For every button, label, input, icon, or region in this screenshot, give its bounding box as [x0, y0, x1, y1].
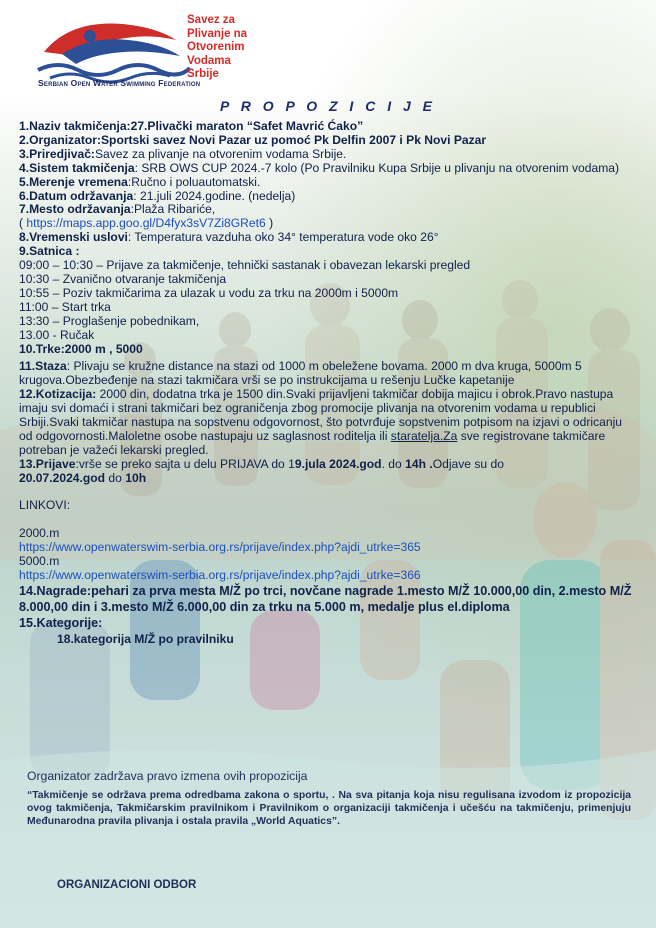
map-link-line: ( https://maps.app.goo.gl/D4fyx3sV7Zi8GRet6 ): [19, 216, 274, 231]
schedule-label: 9.Satnica :: [19, 244, 80, 259]
item-races: 10.Trke:2000 m , 5000: [19, 341, 143, 356]
changes-note: Organizator zadržava pravo izmena ovih propozicija: [27, 769, 308, 783]
links-label: LINKOVI:: [19, 498, 71, 513]
link-distance: 2000.m: [19, 526, 60, 541]
logo-word-2: Plivanje na: [187, 27, 248, 40]
item-system: 4.Sistem takmičenja: SRB OWS CUP 2024.-7 kolo (Po Pravilniku Kupa Srbije u plivanju na otvorenim vodama): [19, 160, 620, 175]
item-name: 1.Naziv takmičenja:27.Plivački maraton “Safet Mavrić Ćako”: [19, 119, 364, 133]
logo-word: [187, 55, 231, 67]
schedule-line: 10:30 – Zvanično otvaranje takmičenja: [19, 271, 227, 286]
schedule-line: 10:55 – Poziv takmičarima za ulazak u vodu za trku na 2000m i 5000m: [19, 285, 399, 300]
item-organizer: 2.Organizator:Sportski savez Novi Pazar uz pomoć Pk Delfin 2007 i Pk Novi Pazar: [19, 132, 487, 147]
registration-link-2000[interactable]: https://www.openwaterswim-serbia.org.rs/prijave/index.php?ajdi_utrke=365: [19, 540, 421, 555]
item-fee: 12.Kotizacija: 2000 din, dodatna trka je 1500 din.Svaki prijavljeni takmičar dobija majicu i obrok.Pravo nastupa imaju svi domaći i strani takmičari bez ograničenja zbog promocije plivanja na otvorenim vodama u republici Srbiji.Svaki takmičar nastupa na sopstvenu odgovornost, što potvrđuje sopstvenim potpisom na izjavi o odricanju od odgovornosti.Maloletne osobe nastupaju uz saglasnost roditelja ili staratelja.Za sve registrovane takmičare potreban je važeći lekarski pregled.: [19, 387, 622, 457]
logo-word: [187, 41, 245, 53]
logo-word-3: Otvorenim: [187, 41, 245, 54]
logo-word-4: Vodama: [187, 54, 231, 67]
item-registration: 13.Prijave:vrše se preko sajta u delu PRIJAVA do 19.jula 2024.god. do 14h .Odjave su do 20.07.2024.god do 10h: [19, 456, 504, 485]
organizing-committee: ORGANIZACIONI ODBOR: [57, 879, 197, 891]
schedule-line: 13:30 – Proglašenje pobednikam,: [19, 313, 200, 328]
item-awards: 14.Nagrade:pehari za prva mesta M/Ž po trci, novčane nagrade 1.mesto M/Ž 10.000,00 din, 2.mesto M/Ž 8.000,00 din i 3.mesto M/Ž 6.000,00 din za trku na 5.000 m, medalje plus el.diploma: [19, 583, 632, 614]
item-weather: 8.Vremenski uslovi: Temperatura vazduha oko 34° temperatura vode oko 26°: [19, 230, 439, 245]
item-categories: 15.Kategorije:: [19, 615, 103, 630]
item-timing: 5.Merenje vremena:Ručno i poluautomatski.: [19, 174, 261, 189]
schedule-line: 13.00 - Ručak: [19, 327, 95, 342]
logo-word-5: Srbije: [187, 68, 219, 81]
registration-link-5000[interactable]: https://www.openwaterswim-serbia.org.rs/prijave/index.php?ajdi_utrke=366: [19, 567, 421, 582]
link-distance: 5000.m: [19, 554, 60, 569]
category-item: 18.kategorija M/Ž po pravilniku: [57, 631, 234, 646]
law-note: “Takmičenje se održava prema odredbama zakona o sportu, . Na sva pitanja koja nisu regulisana izvodom iz propozicija ovog takmičenja, Takmičarskim pravilnikom i Pravilnikom o organizaciji takmičenja i učešću na takmičenju, primenjuju Međunarodna pravila plivanja i ostala pravila „World Aquatics”.: [27, 790, 631, 828]
logo-subtitle: Serbian Open Water Swimming Federation: [38, 78, 201, 88]
map-link[interactable]: https://maps.app.goo.gl/D4fyx3sV7Zi8GRet6: [26, 216, 266, 231]
item-date: 6.Datum održavanja: 21.juli 2024.godine. (nedelja): [19, 188, 296, 203]
logo-word: [187, 14, 235, 26]
logo-wordmark: [187, 14, 247, 82]
propositions-body: [19, 120, 637, 647]
logo-word: [187, 28, 247, 40]
item-course: 11.Staza: Plivaju se kružne distance na stazi od 1000 m obeležene bovama. 2000 m dva kruga, 5000m 5 krugova.Obezbeđenje na stazi takmičara vrši se po instrukcijama u rešenju Lučke kapetanije: [19, 359, 582, 388]
item-host: 3.Priredjivač:Savez za plivanje na otvorenim vodama Srbije.: [19, 146, 347, 161]
logo-word-1: Savez za: [187, 14, 235, 26]
schedule-line: 11:00 – Start trka: [19, 299, 111, 314]
page-title: P R O P O Z I C I J E: [220, 98, 436, 114]
schedule-line: 09:00 – 10:30 – Prijave za takmičenje, tehnički sastanak i obavezan lekarski pregled: [19, 258, 471, 273]
item-place: 7.Mesto održavanja:Plaža Ribariće,: [19, 202, 216, 217]
